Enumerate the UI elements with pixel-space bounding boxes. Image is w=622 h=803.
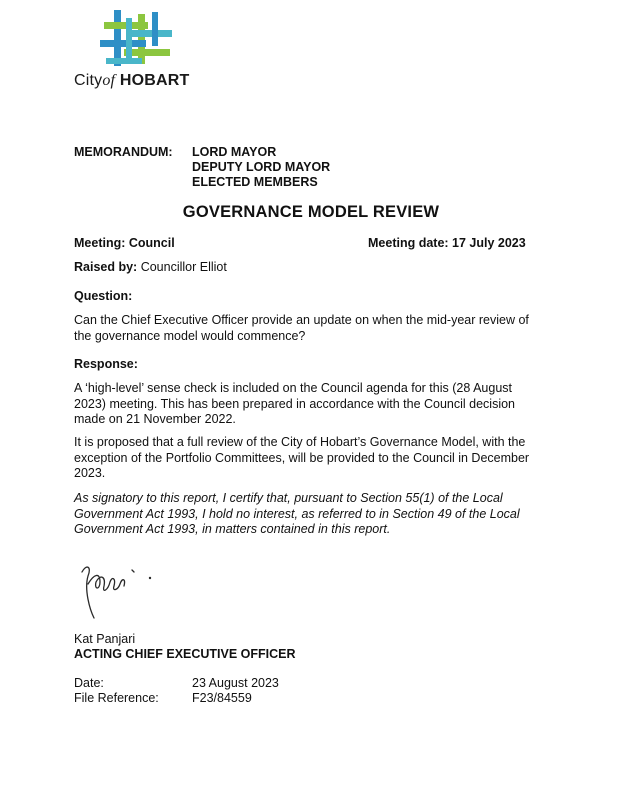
city-of-hobart-logo (96, 8, 176, 70)
signatory-title: ACTING CHIEF EXECUTIVE OFFICER (74, 647, 296, 661)
recipient-elected-members: ELECTED MEMBERS (192, 175, 318, 189)
certification-statement: As signatory to this report, I certify that, pursuant to Section 55(1) of the Local Government Act 1993, I hold no interest, as referred to in Section 49 of the Local Government Act 1993, in matters contained in this report. (74, 491, 520, 536)
file-reference-value: F23/84559 (192, 691, 252, 705)
raised-by-value: Councillor Elliot (137, 260, 227, 274)
meeting-date: Meeting date: 17 July 2023 (368, 236, 526, 250)
meeting-label: Meeting: Council (74, 236, 175, 250)
memo-recipients (192, 145, 330, 190)
date-label: Date: (74, 676, 104, 690)
date-value: 23 August 2023 (192, 676, 279, 690)
document-title: GOVERNANCE MODEL REVIEW (182, 203, 440, 221)
logo-wordmark (74, 72, 190, 90)
recipient-lord-mayor: LORD MAYOR (192, 145, 277, 159)
logo-text-city: City (74, 72, 103, 89)
file-reference-label: File Reference: (74, 691, 159, 705)
response-paragraph-2: It is proposed that a full review of the City of Hobart’s Governance Model, with the exception of the Portfolio Committees, will be provided to the Council in December 2023. (74, 435, 530, 480)
question-heading: Question: (74, 289, 133, 303)
raised-by (74, 260, 227, 275)
signatory-name: Kat Panjari (74, 632, 136, 646)
logo-text-hobart: HOBART (119, 72, 190, 89)
logo-text-of: of (102, 72, 116, 89)
response-paragraph-1: A ‘high-level’ sense check is included on the Council agenda for this (28 August 2023) meeting. This has been prepared in accordance with the Council decision made on 21 November 2022. (74, 381, 516, 426)
raised-by-label: Raised by: (74, 260, 138, 274)
response-heading: Response: (74, 357, 138, 371)
handwritten-signature (74, 560, 164, 622)
question-text: Can the Chief Executive Officer provide an update on when the mid-year review of the governance model would commence? (74, 313, 529, 343)
recipient-deputy-lord-mayor: DEPUTY LORD MAYOR (192, 160, 331, 174)
memo-label: MEMORANDUM: (74, 145, 173, 159)
